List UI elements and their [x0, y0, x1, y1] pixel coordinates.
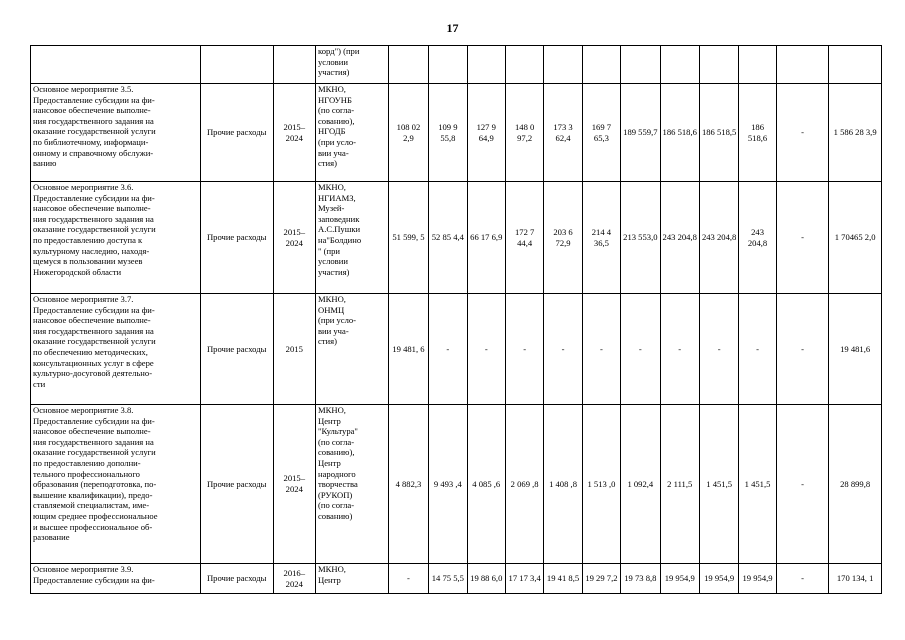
amount-cell: 4 085 ,6: [467, 405, 505, 564]
executor-line: народного: [317, 468, 356, 479]
executor: [315, 564, 388, 594]
table-row: [31, 182, 882, 294]
measure-description-line: нансовое обеспечение выполне-: [33, 203, 151, 214]
amount-cell: 169 7 65,3: [582, 84, 620, 182]
executor-line: НГИАМЗ,: [317, 192, 356, 203]
amount-cell: -: [621, 294, 660, 405]
period: [273, 46, 315, 84]
amount-cell: 127 9 64,9: [467, 84, 505, 182]
executor-line: (по согла-: [317, 500, 355, 511]
measure-description: [31, 294, 201, 405]
amount-cell: 19 88 6,0: [467, 564, 505, 594]
measure-description-line: ния государственного задания на: [33, 213, 154, 224]
measure-description-line: Основное мероприятие 3.7.: [33, 294, 134, 304]
amount-cell: 214 4 36,5: [582, 182, 620, 294]
measure-description-line: культурно-досуговой деятельно-: [33, 368, 153, 379]
measure-description-line: онному и справочному обслужи-: [33, 147, 154, 158]
executor: [315, 84, 388, 182]
measure-description-line: щемуся в пользовании музеев: [33, 256, 143, 267]
measure-description-line: Нижегородской области: [33, 266, 122, 277]
table-row: [31, 46, 882, 84]
executor-line: МКНО,: [317, 294, 346, 304]
amount-cell: 109 9 55,8: [429, 84, 467, 182]
period: 2015–2024: [273, 405, 315, 564]
measure-description-line: ния государственного задания на: [33, 436, 154, 447]
amount-cell: -: [467, 294, 505, 405]
amount-cell: 213 553,0: [621, 182, 660, 294]
amount-cell: 19 29 7,2: [582, 564, 620, 594]
executor: [315, 294, 388, 405]
measure-description: [31, 84, 201, 182]
amount-cell: [660, 46, 699, 84]
measure-description-line: Основное мероприятие 3.9.: [33, 564, 134, 574]
measure-description-line: консультационных услуг в сфере: [33, 357, 154, 368]
amount-cell: 19 73 8,8: [621, 564, 660, 594]
amount-cell: -: [429, 294, 467, 405]
amount-cell: 1 586 28 3,9: [829, 84, 882, 182]
measure-description-line: Предоставление субсидии на фи-: [33, 304, 155, 315]
amount-cell: 243 204,8: [699, 182, 738, 294]
amount-cell: 1 408 ,8: [544, 405, 582, 564]
amount-cell: -: [776, 182, 829, 294]
expense-type: Прочие расходы: [200, 405, 273, 564]
budget-table: [30, 45, 882, 594]
amount-cell: [621, 46, 660, 84]
measure-description-line: тельного профессионального: [33, 468, 140, 479]
measure-description: [31, 182, 201, 294]
amount-cell: 108 02 2,9: [388, 84, 428, 182]
measure-description-line: образования (переподготовка, по-: [33, 479, 157, 490]
executor-line: МКНО,: [317, 405, 346, 415]
period: 2015–2024: [273, 84, 315, 182]
amount-cell: 172 7 44,4: [505, 182, 543, 294]
amount-cell: 19 954,9: [660, 564, 699, 594]
table-row: [31, 84, 882, 182]
executor-line: на"Болдино: [317, 234, 362, 245]
measure-description-line: Основное мероприятие 3.5.: [33, 84, 134, 94]
executor-line: стия): [317, 336, 337, 347]
amount-cell: [388, 46, 428, 84]
amount-cell: 14 75 5,5: [429, 564, 467, 594]
page-number: 17: [446, 21, 459, 35]
amount-cell: -: [505, 294, 543, 405]
amount-cell: 2 111,5: [660, 405, 699, 564]
amount-cell: 28 899,8: [829, 405, 882, 564]
executor-line: условии: [317, 56, 348, 67]
amount-cell: 1 451,5: [739, 405, 776, 564]
measure-description-line: ющим среднее профессиональное: [33, 510, 158, 521]
amount-cell: 189 559,7: [621, 84, 660, 182]
period: 2016–2024: [273, 564, 315, 594]
executor: [315, 405, 388, 564]
measure-description-line: оказание государственной услуги: [33, 447, 156, 458]
measure-description-line: оказание государственной услуги: [33, 336, 156, 347]
executor-line: условии: [317, 256, 348, 267]
measure-description-line: Предоставление субсидии на фи-: [33, 574, 155, 585]
executor-line: МКНО,: [317, 564, 346, 574]
amount-cell: 19 954,9: [699, 564, 738, 594]
measure-description-line: по предоставлению дополни-: [33, 457, 141, 468]
measure-description-line: Основное мероприятие 3.8.: [33, 405, 134, 415]
amount-cell: 1 70465 2,0: [829, 182, 882, 294]
amount-cell: 19 481,6: [829, 294, 882, 405]
period: 2015: [273, 294, 315, 405]
amount-cell: 243 204,8: [739, 182, 776, 294]
executor-line: творчества: [317, 479, 358, 490]
executor-line: участия): [317, 67, 350, 78]
executor: [315, 46, 388, 84]
measure-description-line: нансовое обеспечение выполне-: [33, 426, 151, 437]
amount-cell: [739, 46, 776, 84]
amount-cell: 1 451,5: [699, 405, 738, 564]
measure-description-line: и высшее профессиональное об-: [33, 521, 153, 532]
measure-description-line: оказание государственной услуги: [33, 224, 156, 235]
amount-cell: 19 954,9: [739, 564, 776, 594]
measure-description-line: вышение квалификации), предо-: [33, 489, 153, 500]
amount-cell: 203 6 72,9: [544, 182, 582, 294]
measure-description-line: оказание государственной услуги: [33, 126, 156, 137]
executor-line: " (при: [317, 245, 340, 256]
executor-line: вии уча-: [317, 147, 349, 158]
amount-cell: 2 069 ,8: [505, 405, 543, 564]
measure-description: [31, 405, 201, 564]
measure-description-line: Предоставление субсидии на фи-: [33, 94, 155, 105]
executor-line: МКНО,: [317, 84, 346, 94]
amount-cell: -: [544, 294, 582, 405]
amount-cell: 52 85 4,4: [429, 182, 467, 294]
measure-description-line: Предоставление субсидии на фи-: [33, 415, 155, 426]
executor-line: вии уча-: [317, 325, 349, 336]
amount-cell: 51 599, 5: [388, 182, 428, 294]
amount-cell: 173 3 62,4: [544, 84, 582, 182]
executor-line: (при усло-: [317, 315, 357, 326]
measure-description-line: ния государственного задания на: [33, 325, 154, 336]
amount-cell: [429, 46, 467, 84]
measure-description: [31, 564, 201, 594]
executor-line: Центр: [317, 457, 341, 468]
expense-type: Прочие расходы: [200, 182, 273, 294]
amount-cell: -: [582, 294, 620, 405]
amount-cell: -: [776, 84, 829, 182]
executor-line: МКНО,: [317, 182, 346, 192]
amount-cell: 186 518,5: [699, 84, 738, 182]
amount-cell: 1 513 ,0: [582, 405, 620, 564]
executor-line: Центр: [317, 574, 341, 585]
measure-description-line: ния государственного задания на: [33, 115, 154, 126]
executor-line: сованию): [317, 510, 353, 521]
amount-cell: 19 481, 6: [388, 294, 428, 405]
amount-cell: 170 134, 1: [829, 564, 882, 594]
amount-cell: 17 17 3,4: [505, 564, 543, 594]
executor-line: ОНМЦ: [317, 304, 345, 315]
amount-cell: -: [776, 564, 829, 594]
measure-description-line: культурному наследию, находя-: [33, 245, 150, 256]
executor-line: стия): [317, 158, 337, 169]
executor-line: "Культура": [317, 426, 358, 437]
expense-type: Прочие расходы: [200, 294, 273, 405]
table-row: [31, 564, 882, 594]
measure-description-line: сти: [33, 378, 46, 389]
amount-cell: -: [660, 294, 699, 405]
period: 2015–2024: [273, 182, 315, 294]
amount-cell: -: [776, 294, 829, 405]
amount-cell: [776, 46, 829, 84]
amount-cell: 4 882,3: [388, 405, 428, 564]
executor-line: сованию),: [317, 115, 355, 126]
amount-cell: 243 204,8: [660, 182, 699, 294]
measure-description-line: по библиотечному, информаци-: [33, 136, 149, 147]
table-row: [31, 294, 882, 405]
executor-line: (по согла-: [317, 436, 355, 447]
executor-line: А.С.Пушки: [317, 224, 361, 235]
amount-cell: [467, 46, 505, 84]
amount-cell: 186 518,6: [739, 84, 776, 182]
expense-type: Прочие расходы: [200, 84, 273, 182]
amount-cell: [582, 46, 620, 84]
amount-cell: [505, 46, 543, 84]
measure-description-line: нансовое обеспечение выполне-: [33, 105, 151, 116]
amount-cell: 19 41 8,5: [544, 564, 582, 594]
amount-cell: [699, 46, 738, 84]
table-row: [31, 405, 882, 564]
executor-line: (при усло-: [317, 136, 357, 147]
measure-description-line: ставляемой специалистам, име-: [33, 500, 150, 511]
measure-description-line: Основное мероприятие 3.6.: [33, 182, 134, 192]
measure-description-line: ванию: [33, 158, 57, 169]
amount-cell: 9 493 ,4: [429, 405, 467, 564]
expense-type: [200, 46, 273, 84]
expense-type: Прочие расходы: [200, 564, 273, 594]
measure-description-line: разование: [33, 532, 70, 543]
executor: [315, 182, 388, 294]
measure-description-line: по обеспечению методических,: [33, 346, 148, 357]
amount-cell: 186 518,6: [660, 84, 699, 182]
executor-line: (по согла-: [317, 105, 355, 116]
executor-line: (РУКОП): [317, 489, 353, 500]
executor-line: сованию),: [317, 447, 355, 458]
measure-description-line: по предоставлению доступа к: [33, 234, 143, 245]
measure-description-line: Предоставление субсидии на фи-: [33, 192, 155, 203]
amount-cell: -: [776, 405, 829, 564]
amount-cell: -: [699, 294, 738, 405]
executor-line: Музей-: [317, 203, 345, 214]
executor-line: корд") (при: [317, 46, 360, 56]
executor-line: заповедник: [317, 213, 360, 224]
amount-cell: [544, 46, 582, 84]
amount-cell: 148 0 97,2: [505, 84, 543, 182]
executor-line: НГОУНБ: [317, 94, 352, 105]
amount-cell: 66 17 6,9: [467, 182, 505, 294]
executor-line: НГОДБ: [317, 126, 346, 137]
executor-line: участия): [317, 266, 350, 277]
measure-description-line: нансовое обеспечение выполне-: [33, 315, 151, 326]
amount-cell: [829, 46, 882, 84]
amount-cell: -: [739, 294, 776, 405]
executor-line: Центр: [317, 415, 341, 426]
amount-cell: 1 092,4: [621, 405, 660, 564]
amount-cell: -: [388, 564, 428, 594]
measure-description: [31, 46, 201, 84]
